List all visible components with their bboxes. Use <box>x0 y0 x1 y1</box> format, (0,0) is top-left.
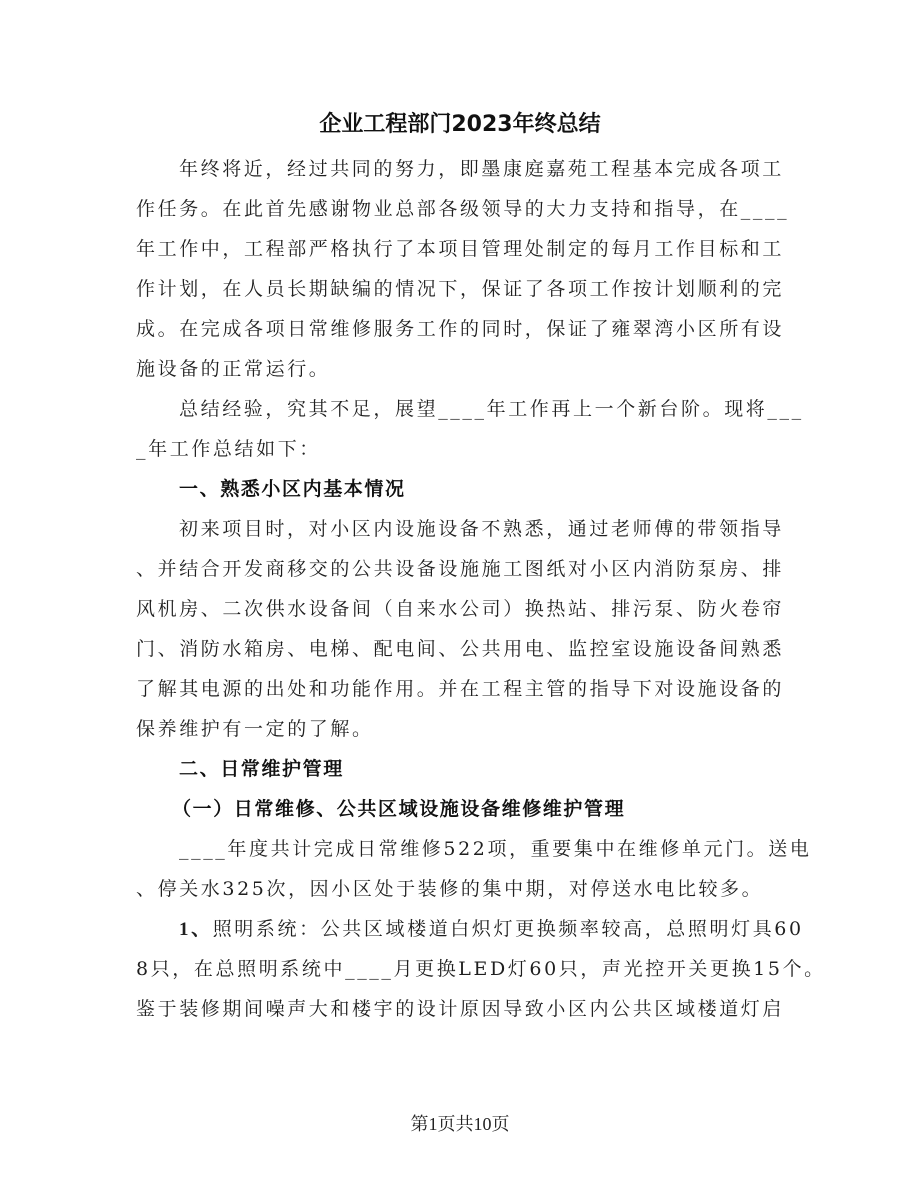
paragraph-line: 总结经验，究其不足，展望____年工作再上一个新台阶。现将___ <box>179 398 804 420</box>
paragraph-line: 作计划，在人员长期缺编的情况下，保证了各项工作按计划顺利的完 <box>136 278 785 300</box>
paragraph-line: 年工作中，工程部严格执行了本项目管理处制定的每月工作目标和工 <box>136 238 785 260</box>
numbered-item-line <box>136 909 804 949</box>
paragraph-line: 成。在完成各项日常维修服务工作的同时，保证了雍翠湾小区所有设 <box>136 318 785 340</box>
paragraph-line: _年工作总结如下： <box>136 438 321 460</box>
item-text: 照明系统：公共区域楼道白炽灯更换频率较高，总照明灯具60 <box>212 918 804 940</box>
paragraph-line: 鉴于装修期间噪声大和楼宇的设计原因导致小区内公共区域楼道灯启 <box>136 998 785 1020</box>
paragraph-line: 门、消防水箱房、电梯、配电间、公共用电、监控室设施设备间熟悉 <box>136 638 785 660</box>
paragraph-line: 、停关水325次，因小区处于装修的集中期，对停送水电比较多。 <box>136 878 764 900</box>
paragraph-line: 年终将近，经过共同的努力，即墨康庭嘉苑工程基本完成各项工 <box>179 158 784 180</box>
paragraph-line: 了解其电源的出处和功能作用。并在工程主管的指导下对设施设备的 <box>136 678 785 700</box>
section-heading-2: 二、日常维护管理 <box>179 758 344 780</box>
paragraph-line: 、并结合开发商移交的公共设备设施施工图纸对小区内消防泵房、排 <box>136 558 785 580</box>
document-body <box>136 149 826 1029</box>
section-heading-1: 一、熟悉小区内基本情况 <box>179 478 406 500</box>
paragraph-line: 风机房、二次供水设备间（自来水公司）换热站、排污泵、防火卷帘 <box>136 598 785 620</box>
paragraph-line: 施设备的正常运行。 <box>136 358 331 380</box>
paragraph-line: 作任务。在此首先感谢物业总部各级领导的大力支持和指导，在____ <box>136 198 790 220</box>
document-title: 企业工程部门2023年终总结 <box>319 112 601 137</box>
paragraph-line: 初来项目时，对小区内设施设备不熟悉，通过老师傅的带领指导 <box>179 518 784 540</box>
paragraph-line: 8只，在总照明系统中____月更换LED灯60只，声光控开关更换15个。 <box>136 958 826 980</box>
paragraph-line: 保养维护有一定的了解。 <box>136 718 374 740</box>
subsection-heading: （一）日常维修、公共区域设施设备维修维护管理 <box>172 798 626 820</box>
item-number: 1、 <box>179 919 213 940</box>
paragraph-line: ____年度共计完成日常维修522项，重要集中在维修单元门。送电 <box>179 838 812 860</box>
page-indicator: 第1页共10页 <box>410 1114 510 1134</box>
